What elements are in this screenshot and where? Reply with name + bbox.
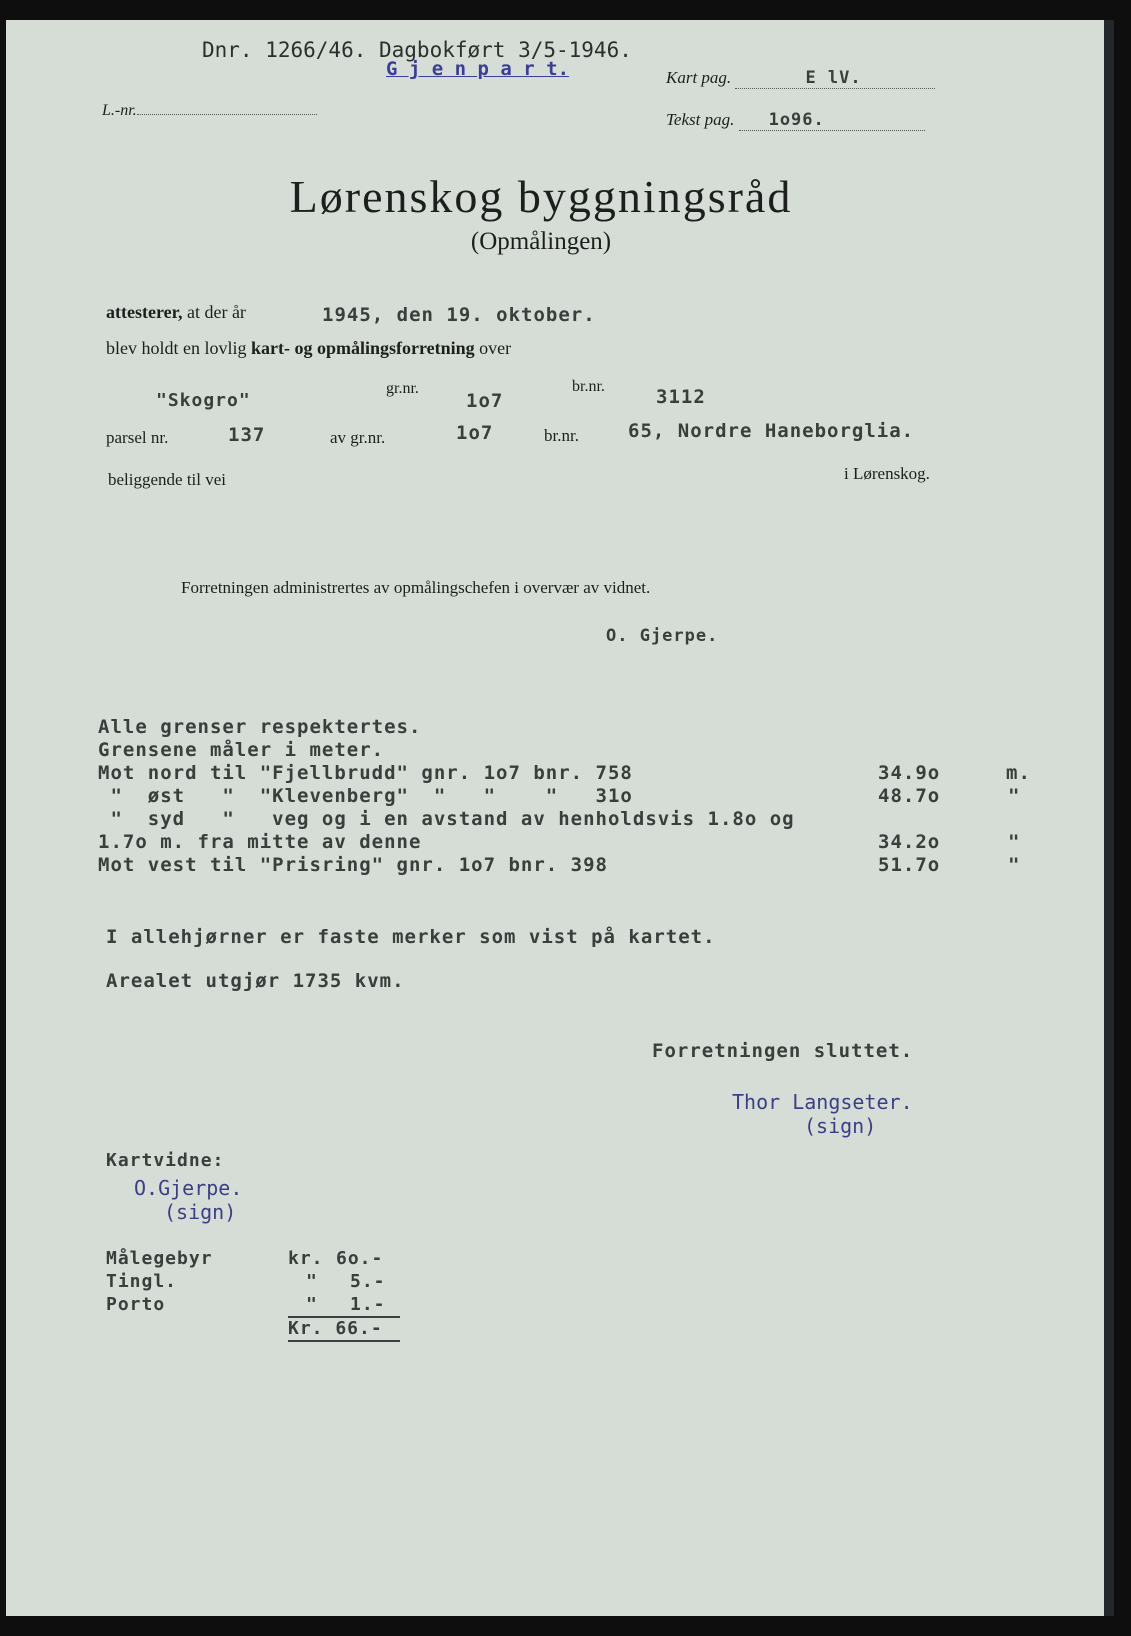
- measure-unit: m.: [1006, 762, 1031, 784]
- attesterer-line: attesterer, at der år: [106, 302, 246, 322]
- kartvidne-name: O.Gjerpe.: [134, 1176, 243, 1200]
- signer-name: Thor Langseter.: [732, 1090, 913, 1114]
- fee-amount: 5.-: [350, 1271, 386, 1292]
- measure-unit: ": [1008, 831, 1021, 853]
- brnr2-label: br.nr.: [544, 426, 579, 445]
- measure-unit: ": [1008, 785, 1021, 807]
- page-title: Lørenskog byggningsråd: [289, 171, 793, 222]
- fee-amount: 6o.-: [336, 1248, 384, 1269]
- kart-pag: Kart pag. E lV.: [666, 68, 935, 89]
- typed-line: Grensene måler i meter.: [98, 739, 385, 761]
- property-name: "Skogro": [156, 390, 251, 411]
- fee-label: Målegebyr: [106, 1248, 213, 1269]
- lnr-label: L.-nr.: [102, 102, 317, 120]
- typed-line: Mot nord til "Fjellbrudd" gnr. 1o7 bnr. 758: [98, 762, 633, 784]
- measure-value: 51.7o: [878, 854, 941, 876]
- kartvidne-label: Kartvidne:: [106, 1150, 225, 1171]
- tekst-pag: Tekst pag. 1o96.: [666, 110, 925, 131]
- av-grnr-label: av gr.nr.: [330, 428, 386, 447]
- typed-line: " syd " veg og i en avstand av henholdsvis 1.8o og: [98, 808, 795, 830]
- area-text: Arealet utgjør 1735 kvm.: [106, 970, 405, 992]
- tekst-pag-value: 1o96.: [768, 110, 825, 130]
- measure-unit: ": [1008, 854, 1021, 876]
- gjenpart-stamp: G j e n p a r t.: [386, 58, 570, 80]
- measure-value: 34.2o: [878, 831, 941, 853]
- typed-line: Mot vest til "Prisring" gnr. 1o7 bnr. 398: [98, 854, 608, 876]
- kartvidne-sign: (sign): [164, 1200, 237, 1224]
- dnr-line: Dnr. 1266/46. Dagbokført 3/5-1946.: [202, 38, 632, 62]
- brnr2-value: 65, Nordre Haneborglia.: [628, 420, 915, 442]
- fee-prefix: kr.: [288, 1248, 324, 1269]
- signer-sign: (sign): [804, 1114, 877, 1138]
- date-value: 1945, den 19. oktober.: [322, 304, 596, 326]
- fee-total: Kr. 66.-: [288, 1318, 383, 1339]
- vei-label: beliggende til vei: [108, 470, 227, 489]
- place-label: i Lørenskog.: [844, 464, 930, 483]
- closed-text: Forretningen sluttet.: [652, 1040, 914, 1062]
- parsel-label: parsel nr.: [106, 428, 169, 447]
- measure-value: 34.9o: [878, 762, 941, 784]
- av-grnr-value: 1o7: [456, 422, 494, 444]
- witness-name: O. Gjerpe.: [606, 626, 719, 646]
- admin-text: Forretningen administrertes av opmålingschefen i overvær av vidnet.: [181, 578, 651, 597]
- document-page: [6, 20, 1114, 1616]
- fee-prefix: ": [306, 1294, 318, 1315]
- fee-label: Porto: [106, 1294, 166, 1315]
- forretning-line: blev holdt en lovlig kart- og opmålingsforretning over: [106, 338, 512, 358]
- fee-label: Tingl.: [106, 1271, 178, 1292]
- corners-text: I allehjørner er faste merker som vist på kartet.: [106, 926, 716, 948]
- kart-pag-value: E lV.: [805, 68, 862, 88]
- brnr-value: 3112: [656, 386, 706, 408]
- page-subtitle: (Opmålingen): [470, 228, 612, 255]
- typed-line: 1.7o m. fra mitte av denne: [98, 831, 422, 853]
- fee-total-underline: [288, 1340, 400, 1342]
- typed-line: Alle grenser respektertes.: [98, 716, 422, 738]
- typed-line: " øst " "Klevenberg" " " " 31o: [98, 785, 633, 807]
- brnr-label: br.nr.: [572, 378, 605, 395]
- parsel-value: 137: [228, 424, 266, 446]
- grnr-label: gr.nr.: [386, 380, 419, 397]
- fee-prefix: ": [306, 1271, 318, 1292]
- grnr-value: 1o7: [466, 390, 504, 412]
- measure-value: 48.7o: [878, 785, 941, 807]
- fee-amount: 1.-: [350, 1294, 386, 1315]
